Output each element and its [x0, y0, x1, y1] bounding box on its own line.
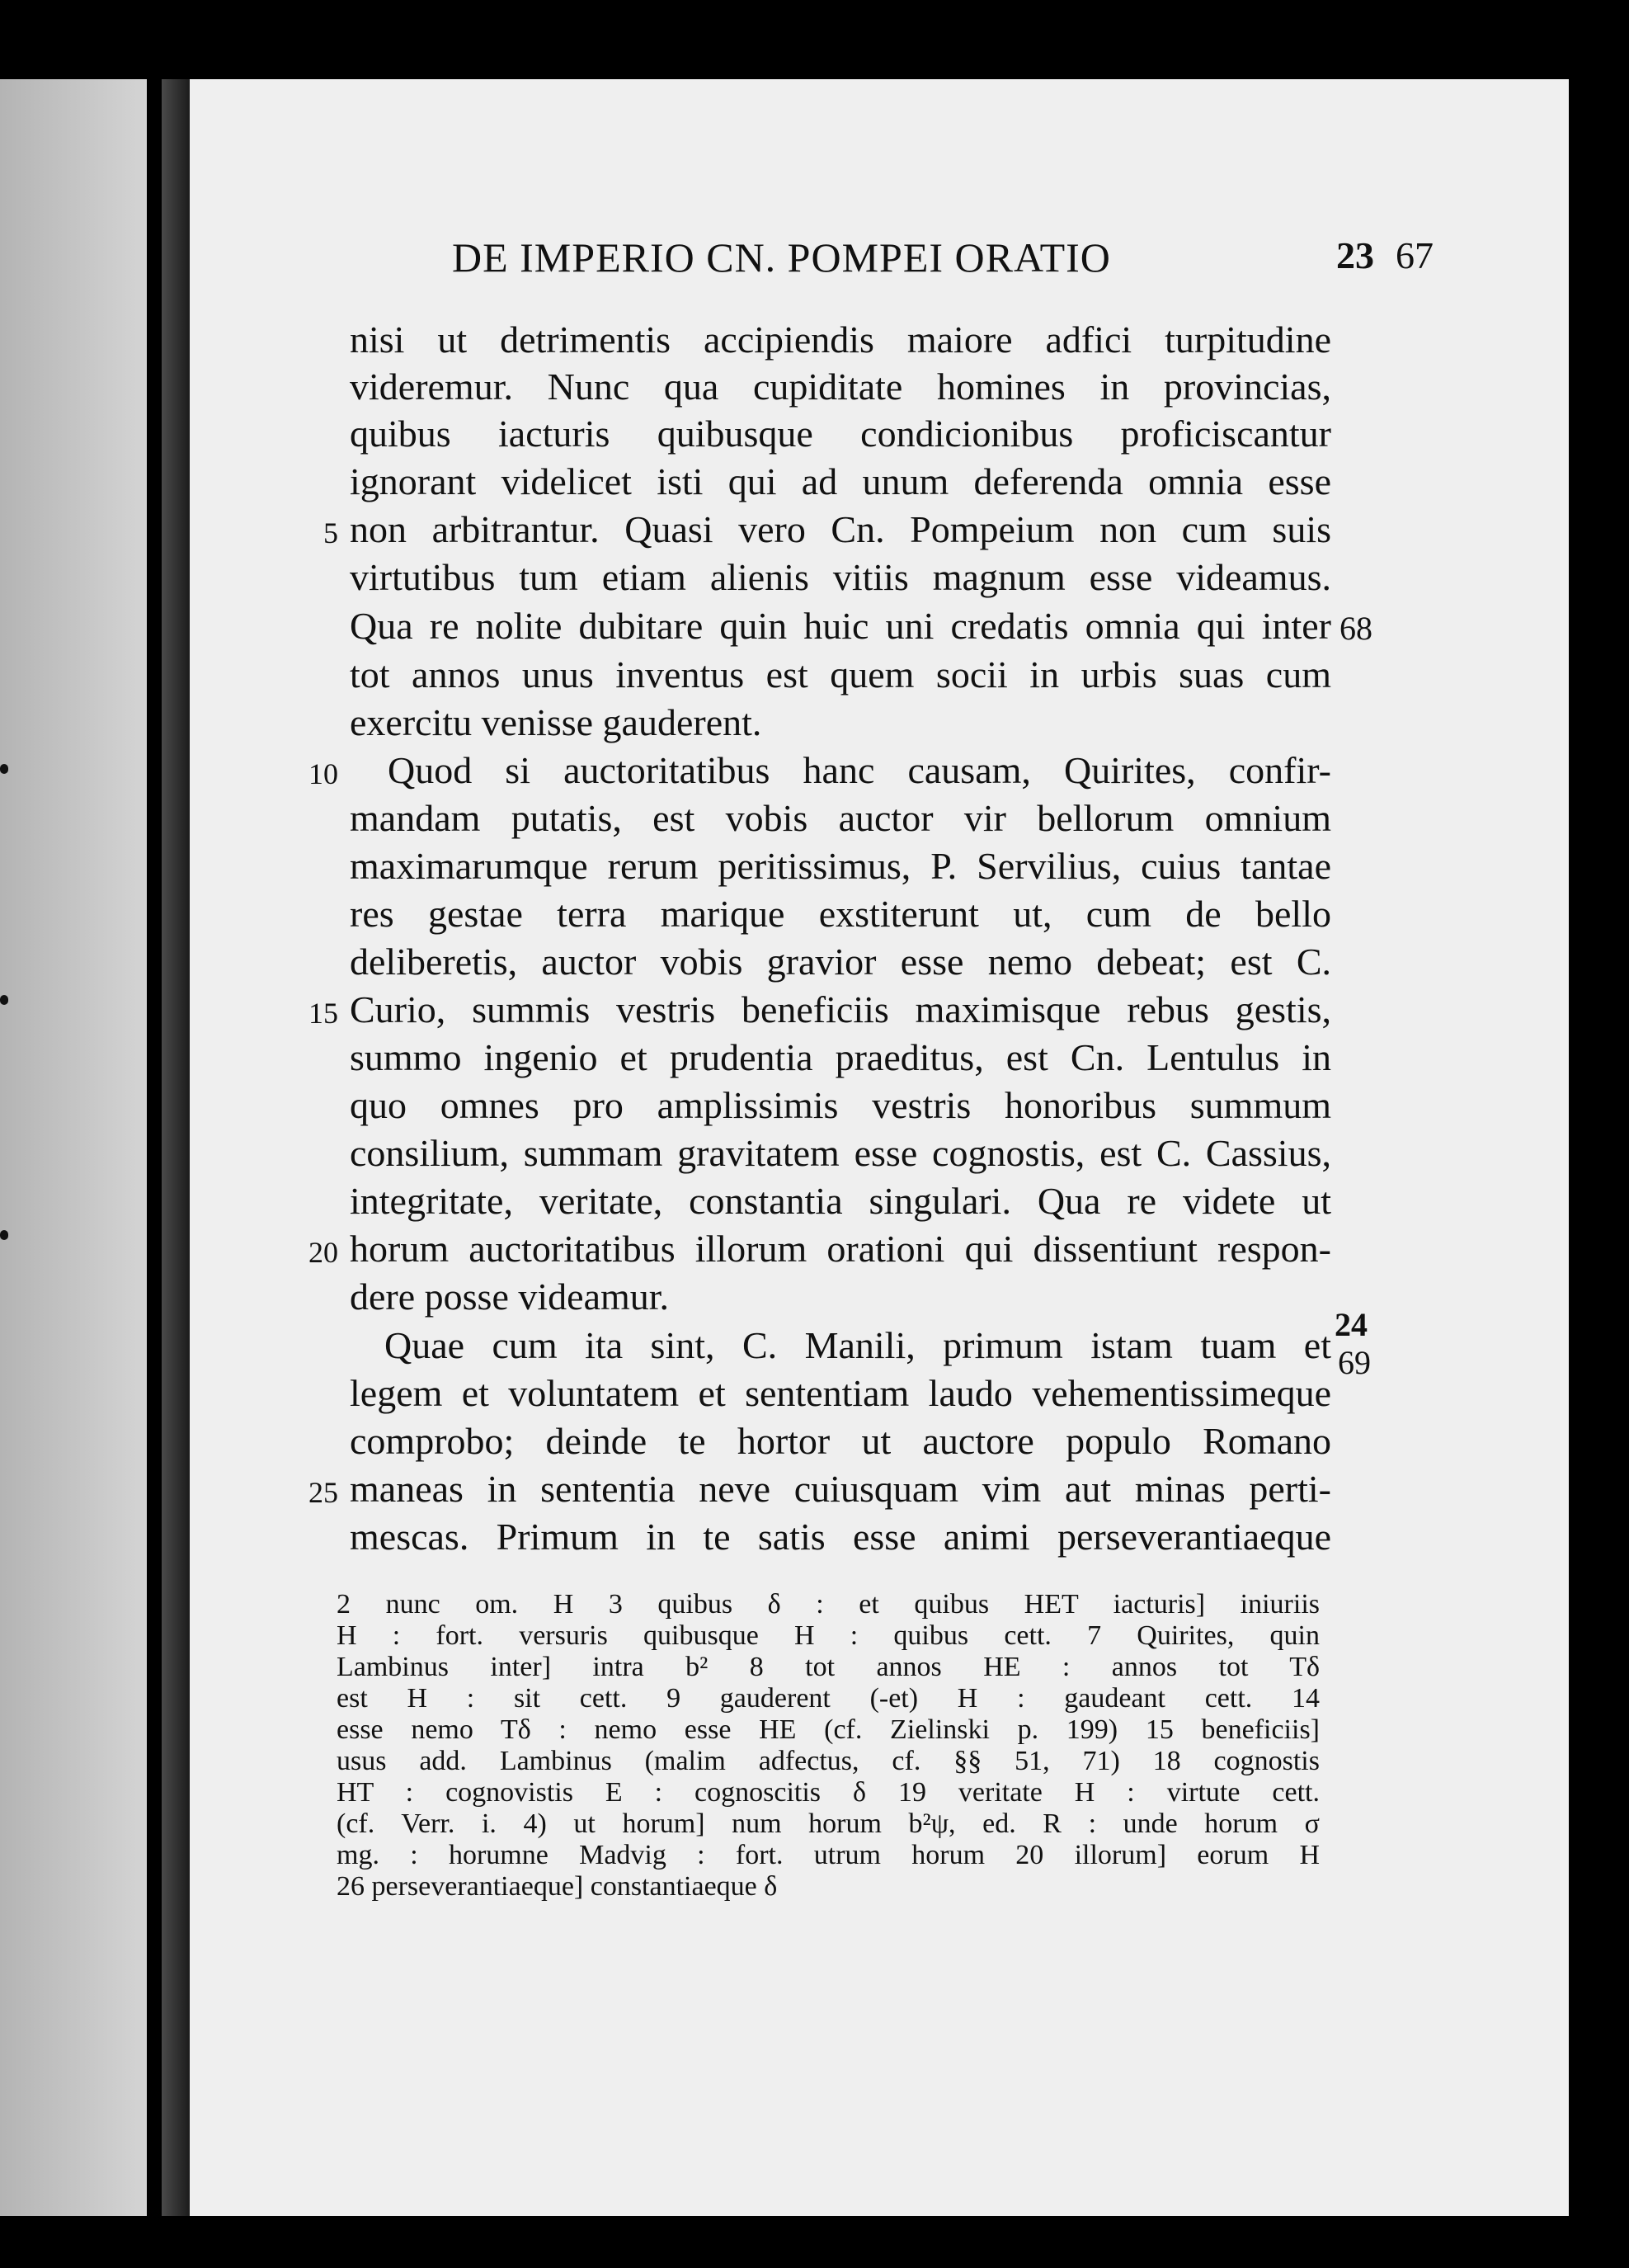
text-line: tot annos unus inventus est quem socii in urbis suas cum	[350, 653, 1331, 695]
edge-mark	[0, 764, 8, 774]
line-number: 5	[323, 516, 338, 549]
apparatus-line: mg. : horumne Madvig : fort. utrum horum 20 illorum] eorum H	[337, 1840, 1320, 1870]
apparatus-line: esse nemo Tδ : nemo esse HE (cf. Zielinski p. 199) 15 beneficiis]	[337, 1714, 1320, 1745]
text-line: Qua re nolite dubitare quin huic uni credatis omnia qui inter	[350, 605, 1331, 647]
apparatus-line: usus add. Lambinus (malim adfectus, cf. §§ 51, 71) 18 cognostis	[337, 1746, 1320, 1776]
text-line: ignorant videlicet isti qui ad unum deferenda omnia esse	[350, 460, 1331, 502]
text-line: mescas. Primum in te satis esse animi perseverantiaeque	[350, 1516, 1331, 1558]
edge-mark	[0, 995, 8, 1005]
line-number: 25	[308, 1476, 338, 1509]
apparatus-line: 2 nunc om. H 3 quibus δ : et quibus HET iacturis] iniuriis	[337, 1589, 1320, 1620]
margin-reference: 68	[1339, 610, 1372, 647]
margin-reference: 69	[1338, 1344, 1371, 1381]
apparatus-line: Lambinus inter] intra b² 8 tot annos HE : annos tot Tδ	[337, 1652, 1320, 1682]
text-line: Quod si auctoritatibus hanc causam, Quirites, confir-	[388, 749, 1331, 791]
apparatus-line: 26 perseverantiaeque] constantiaeque δ	[337, 1871, 778, 1902]
book-spine	[162, 79, 190, 2216]
line-number: 20	[308, 1236, 338, 1269]
text-line: nisi ut detrimentis accipiendis maiore adfici turpitudine	[350, 318, 1331, 361]
text-line: maneas in sententia neve cuiusquam vim aut minas perti-	[350, 1468, 1331, 1510]
text-line: quibus iacturis quibusque condicionibus proficiscantur	[350, 413, 1331, 455]
text-line: integritate, veritate, constantia singulari. Qua re videte ut	[350, 1180, 1331, 1222]
text-line: videremur. Nunc qua cupiditate homines in provincias,	[350, 365, 1331, 408]
text-line: dere posse videamur.	[350, 1275, 670, 1318]
page-number-secondary: 67	[1396, 234, 1434, 276]
text-line: res gestae terra marique exstiterunt ut, cum de bello	[350, 893, 1331, 935]
text-line: virtutibus tum etiam alienis vitiis magnum esse videamus.	[350, 556, 1331, 598]
adjacent-page-edge	[0, 79, 147, 2216]
text-line: comprobo; deinde te hortor ut auctore populo Romano	[350, 1420, 1331, 1462]
line-number: 10	[308, 757, 338, 790]
line-number: 15	[308, 997, 338, 1030]
apparatus-line: H : fort. versuris quibusque H : quibus cett. 7 Quirites, quin	[337, 1620, 1320, 1651]
apparatus-line: est H : sit cett. 9 gauderent (-et) H : gaudeant cett. 14	[337, 1683, 1320, 1714]
text-line: exercitu venisse gauderent.	[350, 701, 762, 743]
margin-section-number: 24	[1335, 1306, 1368, 1343]
text-line: deliberetis, auctor vobis gravior esse nemo debeat; est C.	[350, 941, 1331, 983]
text-line: non arbitrantur. Quasi vero Cn. Pompeium non cum suis	[350, 508, 1331, 550]
text-line: legem et voluntatem et sententiam laudo vehementissimeque	[350, 1372, 1331, 1414]
edge-mark	[0, 1230, 8, 1240]
text-line: Quae cum ita sint, C. Manili, primum istam tuam et	[384, 1324, 1331, 1366]
text-line: summo ingenio et prudentia praeditus, est Cn. Lentulus in	[350, 1036, 1331, 1078]
running-head: DE IMPERIO CN. POMPEI ORATIO	[452, 234, 1111, 281]
text-line: consilium, summam gravitatem esse cognostis, est C. Cassius,	[350, 1132, 1331, 1174]
text-line: quo omnes pro amplissimis vestris honoribus summum	[350, 1084, 1331, 1126]
text-line: horum auctoritatibus illorum orationi qui dissentiunt respon-	[350, 1228, 1331, 1270]
apparatus-line: (cf. Verr. i. 4) ut horum] num horum b²ψ, ed. R : unde horum σ	[337, 1808, 1320, 1839]
apparatus-line: HT : cognovistis E : cognoscitis δ 19 veritate H : virtute cett.	[337, 1777, 1320, 1808]
text-line: Curio, summis vestris beneficiis maximisque rebus gestis,	[350, 988, 1331, 1030]
text-line: mandam putatis, est vobis auctor vir bellorum omnium	[350, 797, 1331, 839]
text-line: maximarumque rerum peritissimus, P. Servilius, cuius tantae	[350, 845, 1331, 887]
page-number: 23	[1336, 234, 1374, 276]
